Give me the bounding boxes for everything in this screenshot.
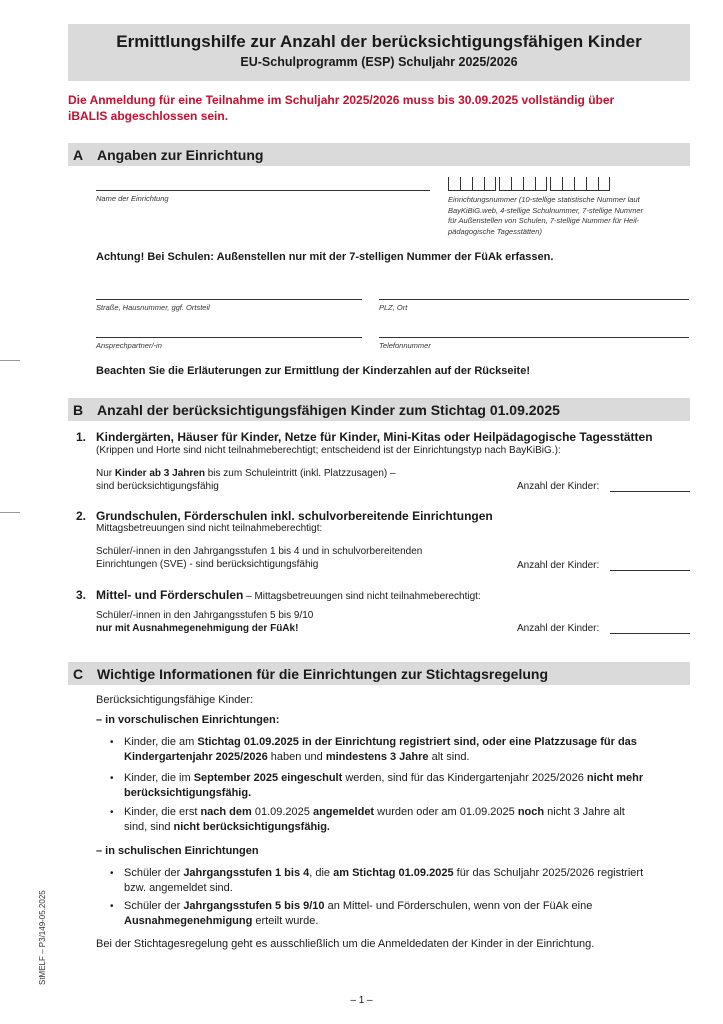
bullet-3 <box>124 805 690 834</box>
item-2-line2: Einrichtungen (SVE) - sind berücksichtigungsfähig <box>96 559 319 570</box>
institution-number-boxes[interactable] <box>448 177 613 191</box>
text-part-bold: Jahrgangsstufen 5 bis 9/10 <box>183 900 325 912</box>
name-input-line[interactable] <box>96 190 430 191</box>
bullet-2 <box>124 771 690 800</box>
item-2-number: 2. <box>76 509 87 523</box>
text-part: erteilt wurde. <box>252 914 319 927</box>
document-subtitle: EU-Schulprogramm (ESP) Schuljahr 2025/2026 <box>240 55 518 69</box>
section-b-letter: B <box>73 402 84 418</box>
item-3-title: Mittel- und Förderschulen <box>96 588 244 602</box>
section-a-title: Angaben zur Einrichtung <box>97 147 264 163</box>
text-part-bold: nicht mehr <box>586 772 644 784</box>
text-part-bold: Ausnahmegenehmigung <box>124 914 253 927</box>
backside-hint: Beachten Sie die Erläuterungen zur Ermittlung der Kinderzahlen auf der Rückseite! <box>96 365 530 377</box>
text-part: werden, sind für das Kindergartenjahr 2025/2026 <box>342 772 587 784</box>
text-part: haben und <box>267 750 326 763</box>
text-part: für das Schuljahr 2025/2026 registriert <box>453 867 644 879</box>
bullet-5 <box>124 899 690 928</box>
item-1-note: (Krippen und Horte sind nicht teilnahmeberechtigt; entscheidend ist der Einrichtungstyp nach BayKiBiG.): <box>96 445 561 456</box>
item-3-line2: nur mit Ausnahmegenehmigung der FüAk! <box>96 623 299 634</box>
section-c-letter: C <box>73 666 84 682</box>
section-c-intro: Berücksichtigungsfähige Kinder: <box>96 694 254 706</box>
preschool-subheading: – in vorschulischen Einrichtungen: <box>96 714 280 726</box>
item-3-line1: Schüler/-innen in den Jahrgangsstufen 5 bis 9/10 <box>96 610 314 621</box>
deadline-notice-line1: Die Anmeldung für eine Teilnahme im Schuljahr 2025/2026 muss bis 30.09.2025 vollständig über <box>68 93 615 107</box>
bullet-dot: • <box>110 901 114 912</box>
phone-input-line[interactable] <box>379 337 689 338</box>
item-2-line1: Schüler/-innen in den Jahrgangsstufen 1 bis 4 und in schulvorbereitenden <box>96 546 423 557</box>
item-1-line1 <box>96 468 396 481</box>
text-part: Kinder, die am <box>124 736 198 748</box>
page-number: – 1 – <box>350 995 373 1006</box>
item-1-line2: sind berücksichtigungsfähig <box>96 481 219 492</box>
item-2-note: Mittagsbetreuungen sind nicht teilnahmeberechtigt: <box>96 523 323 534</box>
number-label-line: Einrichtungsnummer (10-stellige statistische Nummer laut <box>448 195 640 204</box>
bullet-4 <box>124 866 690 895</box>
text-part: nicht 3 Jahre alt <box>544 806 625 818</box>
text-part: Schüler der <box>124 867 184 879</box>
text-part-bold: September 2025 eingeschult <box>193 772 343 784</box>
deadline-notice-line2: iBALIS abgeschlossen sein. <box>68 109 229 123</box>
text-part: Schüler der <box>124 900 184 912</box>
text-part-bold: nach dem <box>200 806 252 818</box>
bullet-dot: • <box>110 737 114 748</box>
fold-mark <box>0 360 20 361</box>
number-label-line: für Außenstellen von Schulen, 7-stellige Nummer für Heil- <box>448 216 640 225</box>
closing-text: Bei der Stichtagesregelung geht es ausschließlich um die Anmeldedaten der Kinder in der Einrichtung. <box>96 938 595 950</box>
item-3-count-input[interactable] <box>610 633 690 634</box>
text-part-bold: Kindergartenjahr 2025/2026 <box>124 750 268 763</box>
form-code: StMELF – P3/149-05.2025 <box>38 890 47 985</box>
plz-input-line[interactable] <box>379 299 689 300</box>
item-1-number: 1. <box>76 430 87 444</box>
contact-input-line[interactable] <box>96 337 362 338</box>
item-2-count-input[interactable] <box>610 570 690 571</box>
item-1-count-label: Anzahl der Kinder: <box>517 481 600 492</box>
number-label-line: pädagogische Tagesstätten) <box>448 226 542 236</box>
punch-mark <box>0 512 20 513</box>
text-part-bold: noch <box>517 806 545 818</box>
phone-label: Telefonnummer <box>379 341 431 350</box>
number-label-line: BayKiBiG.web, 4-stellige Schulnummer, 7-stellige Nummer <box>448 205 644 215</box>
text-part: bzw. angemeldet sind. <box>124 881 233 894</box>
bullet-dot: • <box>110 773 114 784</box>
item-3-title-note: – Mittagsbetreuungen sind nicht teilnahmeberechtigt: <box>243 591 481 602</box>
institution-number-label <box>448 195 643 237</box>
text-part: 01.09.2025 <box>251 806 313 818</box>
document-title: Ermittlungshilfe zur Anzahl der berücksichtigungsfähigen Kinder <box>116 32 642 51</box>
text-part-bold: mindestens 3 Jahre <box>325 750 429 763</box>
text-part: wurden oder am 01.09.2025 <box>374 806 518 818</box>
name-label: Name der Einrichtung <box>96 194 169 203</box>
text-part: Nur <box>96 468 115 479</box>
text-part-bold: angemeldet <box>312 806 375 818</box>
text-part-bold: in der Einrichtung registriert sind, oder eine Platzzusage für das <box>298 736 637 748</box>
street-label: Straße, Hausnummer, ggf. Ortsteil <box>96 303 210 312</box>
text-part: bis zum Schuleintritt (inkl. Platzzusagen) – <box>204 468 396 479</box>
text-part: , die <box>309 867 334 879</box>
bullet-dot: • <box>110 868 114 879</box>
school-subheading: – in schulischen Einrichtungen <box>96 845 259 857</box>
street-input-line[interactable] <box>96 299 362 300</box>
plz-label: PLZ, Ort <box>379 303 408 312</box>
text-part-bold: am Stichtag 01.09.2025 <box>333 867 454 879</box>
section-a-letter: A <box>73 147 84 163</box>
section-b-title: Anzahl der berücksichtigungsfähigen Kinder zum Stichtag 01.09.2025 <box>97 402 560 418</box>
text-part-bold: nicht berücksichtigungsfähig. <box>173 820 330 833</box>
item-3-heading <box>96 588 481 604</box>
text-part: Kinder, die im <box>124 772 194 784</box>
bullet-1 <box>124 735 690 764</box>
text-part: Kinder, die erst <box>124 806 201 818</box>
item-1-title: Kindergärten, Häuser für Kinder, Netze für Kinder, Mini-Kitas oder Heilpädagogische Tagesstätten <box>96 430 653 444</box>
text-part-bold: Kinder ab 3 Jahren <box>114 468 205 479</box>
text-part: sind, sind <box>124 820 174 833</box>
contact-label: Ansprechpartner/-in <box>96 341 162 350</box>
text-part-bold: berücksichtigungsfähig. <box>124 786 252 799</box>
item-2-count-label: Anzahl der Kinder: <box>517 560 600 571</box>
bullet-dot: • <box>110 807 114 818</box>
item-3-count-label: Anzahl der Kinder: <box>517 623 600 634</box>
deadline-notice <box>68 92 690 124</box>
section-c-title: Wichtige Informationen für die Einrichtungen zur Stichtagsregelung <box>97 666 549 682</box>
item-1-count-input[interactable] <box>610 491 690 492</box>
text-part-bold: Jahrgangsstufen 1 bis 4 <box>183 867 310 879</box>
text-part: an Mittel- und Förderschulen, wenn von der FüAk eine <box>324 900 593 912</box>
item-2-title: Grundschulen, Förderschulen inkl. schulvorbereitende Einrichtungen <box>96 509 493 523</box>
schools-warning: Achtung! Bei Schulen: Außenstellen nur mit der 7-stelligen Nummer der FüAk erfassen. <box>96 251 554 263</box>
text-part-bold: Stichtag 01.09.2025 <box>197 736 299 748</box>
text-part: alt sind. <box>428 750 470 763</box>
item-3-number: 3. <box>76 588 87 602</box>
